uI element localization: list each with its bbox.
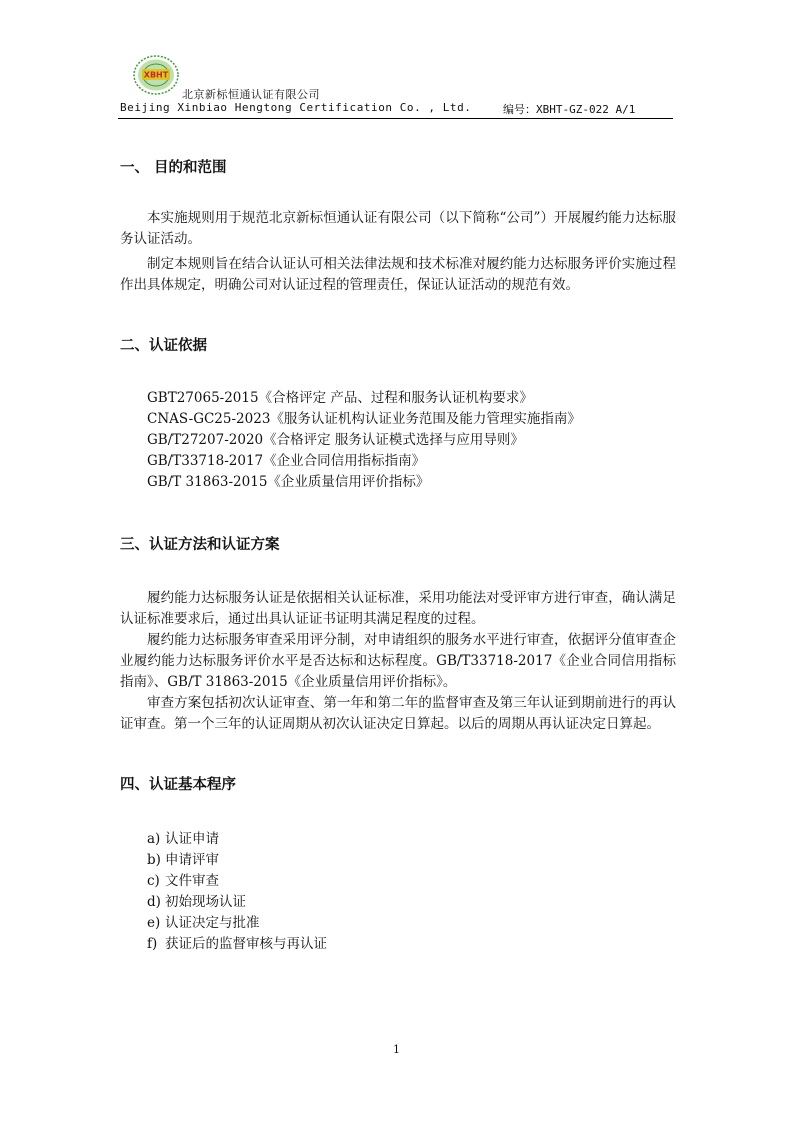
procedure-step — [147, 913, 327, 934]
step-text: 初始现场认证 — [165, 894, 246, 910]
method-paragraph-2: 履约能力达标服务审查采用评分制，对申请组织的服务水平进行审查，依据评分值审查企业履约能力达标服务评价水平是否达标和达标程度。GB/T33718-2017《企业合同信用指标指南》、GB/T 31863-2015《企业质量信用评价指标》。 — [120, 632, 676, 690]
step-text: 申请评审 — [165, 852, 219, 868]
reference-item: CNAS-GC25-2023《服务认证机构认证业务范围及能力管理实施指南》 — [147, 411, 581, 427]
reference-item: GBT27065-2015《合格评定 产品、过程和服务认证机构要求》 — [147, 390, 533, 406]
procedure-step — [147, 871, 327, 892]
step-marker: c) — [147, 873, 160, 889]
reference-item: GB/T 31863-2015《企业质量信用评价指标》 — [147, 474, 430, 490]
document-number: 编号：XBHT-GZ-022 A/1 — [503, 103, 636, 116]
company-name-en: Beijing Xinbiao Hengtong Certification Co. , Ltd. — [120, 101, 472, 114]
step-marker: e) — [147, 915, 161, 931]
procedure-step — [147, 934, 327, 955]
section-heading-method: 三、认证方法和认证方案 — [120, 537, 280, 553]
procedure-list — [147, 829, 327, 955]
reference-item: GB/T27207-2020《合格评定 服务认证模式选择与应用导则》 — [147, 432, 524, 448]
procedure-step — [147, 850, 327, 871]
step-text: 获证后的监督审核与再认证 — [165, 936, 327, 952]
step-text: 文件审查 — [165, 873, 219, 889]
step-marker: f) — [147, 936, 158, 952]
step-text: 认证决定与批准 — [165, 915, 260, 931]
logo-text: XBHT — [143, 70, 169, 80]
company-logo — [133, 55, 179, 95]
step-marker: a) — [147, 831, 161, 847]
section-heading-procedure: 四、认证基本程序 — [120, 777, 236, 793]
purpose-paragraph-1: 本实施规则用于规范北京新标恒通认证有限公司（以下简称“公司”）开展履约能力达标服务认证活动。 — [120, 210, 676, 247]
procedure-step — [147, 829, 327, 850]
header-divider — [118, 118, 673, 119]
method-paragraph-1: 履约能力达标服务认证是依据相关认证标准，采用功能法对受评审方进行审查，确认满足认证标准要求后，通过出具认证证书证明其满足程度的过程。 — [120, 590, 676, 627]
step-text: 认证申请 — [165, 831, 219, 847]
procedure-step — [147, 892, 327, 913]
step-marker: b) — [147, 852, 161, 868]
reference-list — [147, 388, 581, 493]
method-paragraph-3: 审查方案包括初次认证审查、第一年和第二年的监督审查及第三年认证到期前进行的再认证审查。第一个三年的认证周期从初次认证决定日算起。以后的周期从再认证决定日算起。 — [120, 695, 676, 732]
reference-item: GB/T33718-2017《企业合同信用指标指南》 — [147, 453, 426, 469]
page-number: 1 — [393, 1043, 400, 1056]
section-heading-purpose: 一、 目的和范围 — [120, 160, 227, 176]
step-marker: d) — [147, 894, 161, 910]
purpose-paragraph-2: 制定本规则旨在结合认证认可相关法律法规和技术标准对履约能力达标服务评价实施过程作出具体规定，明确公司对认证过程的管理责任，保证认证活动的规范有效。 — [120, 256, 676, 293]
company-name-cn: 北京新标恒通认证有限公司 — [182, 88, 320, 101]
section-heading-basis: 二、认证依据 — [120, 338, 207, 354]
